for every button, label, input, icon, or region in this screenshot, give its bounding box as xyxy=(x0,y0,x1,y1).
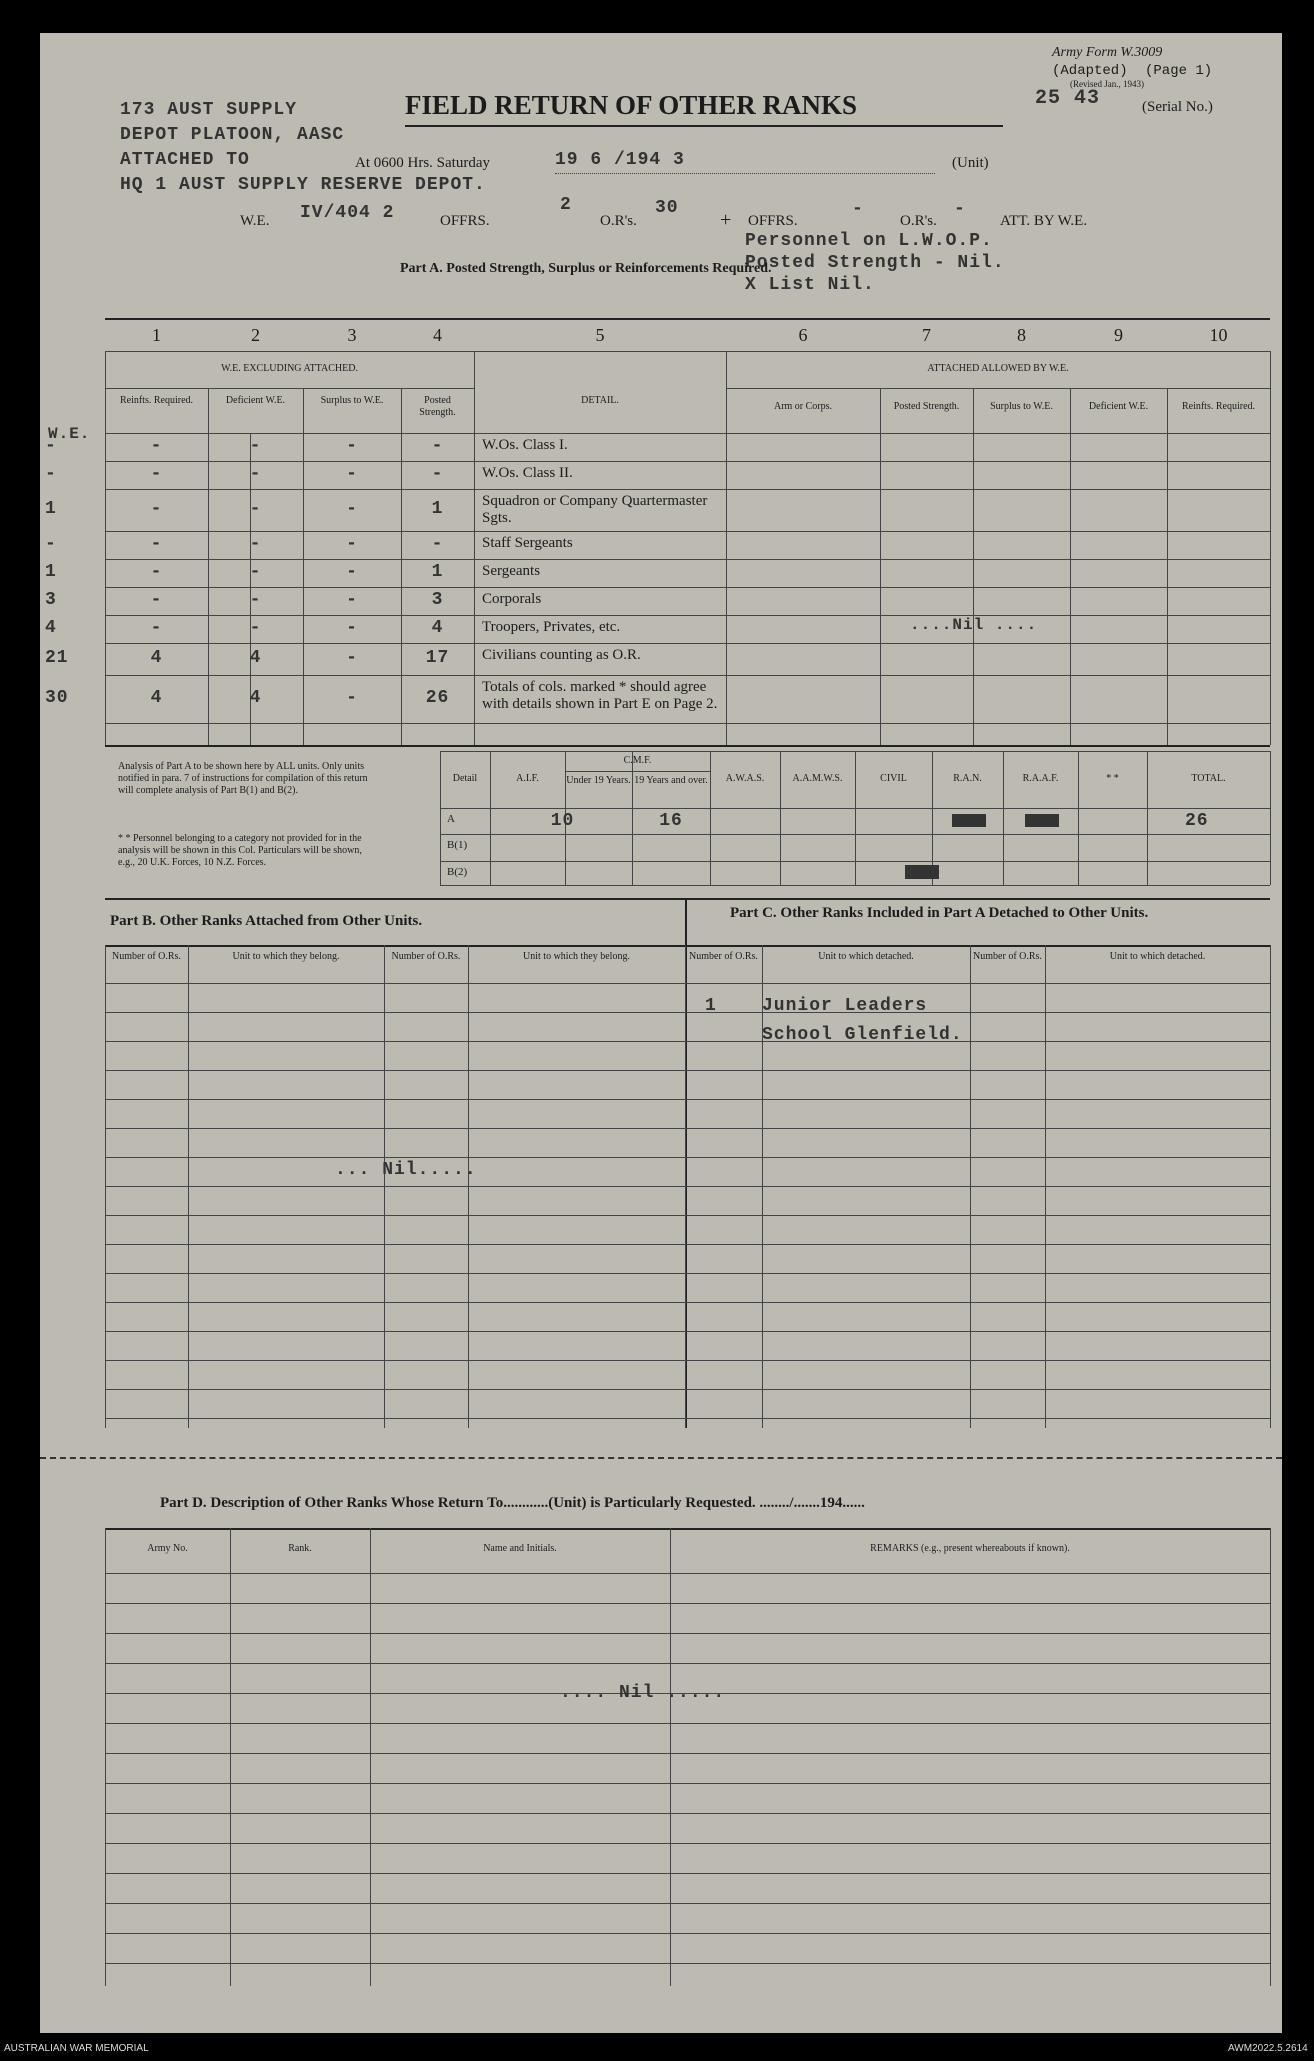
reinfts-value: 4 xyxy=(150,648,163,668)
column-header: Surplus to W.E. xyxy=(320,395,384,406)
column-number: 4 xyxy=(433,325,442,345)
detail-label: Sergeants xyxy=(482,563,541,579)
column-header: Deficient W.E. xyxy=(1088,401,1149,412)
part-d-col-line xyxy=(105,1528,106,1986)
posted-value: - xyxy=(431,534,444,554)
analysis-col-line xyxy=(1003,751,1004,885)
bc-col-line xyxy=(1045,945,1046,1428)
surplus-value: - xyxy=(346,618,358,638)
detail-label: Corporals xyxy=(482,591,542,607)
part-d-row-line xyxy=(105,1963,1270,1964)
analysis-header: R.A.A.F. xyxy=(1022,773,1059,784)
analysis-col-line xyxy=(780,751,781,885)
part-b-header: Unit to which they belong. xyxy=(232,951,340,962)
analysis-col-line xyxy=(1270,751,1271,885)
analysis-header: A.I.F. xyxy=(516,773,539,784)
analysis-row-label: B(1) xyxy=(447,839,468,851)
analysis-header: R.A.N. xyxy=(953,773,982,784)
we-excluding-header: W.E. EXCLUDING ATTACHED. xyxy=(221,363,358,374)
deficient-value: 4 xyxy=(249,648,262,668)
bc-row-line xyxy=(105,1331,1270,1332)
analysis-col-line xyxy=(440,751,441,885)
att-ors-value: - xyxy=(954,199,966,219)
detail-label: Troopers, Privates, etc. xyxy=(482,619,621,635)
bc-row-line xyxy=(105,1389,1270,1390)
column-number: 1 xyxy=(152,325,161,345)
analysis-header: C.M.F. xyxy=(623,755,652,766)
posted-value: - xyxy=(431,464,444,484)
part-a-bottom-line xyxy=(105,745,1270,747)
part-d-header: Rank. xyxy=(288,1543,312,1554)
offrs-value: 2 xyxy=(560,195,572,215)
column-header: Posted Strength. xyxy=(893,401,960,412)
column-header: Surplus to W.E. xyxy=(990,401,1053,412)
analysis-line xyxy=(440,885,1270,886)
part-c-entry-unit-2: School Glenfield. xyxy=(762,1025,963,1045)
serial-value: 25 43 xyxy=(1035,87,1101,110)
bc-col-line xyxy=(188,945,189,1428)
part-c-entry-number: 1 xyxy=(705,996,717,1016)
detail-header: DETAIL. xyxy=(581,395,619,406)
bc-row-line xyxy=(105,1099,1270,1100)
reinfts-value: - xyxy=(150,562,163,582)
date-value: 19 6 /194 3 xyxy=(555,150,685,170)
typed-note-1: Personnel on L.W.O.P. xyxy=(745,231,993,251)
posted-value: 1 xyxy=(431,562,444,582)
part-b-header: Number of O.Rs. xyxy=(112,951,181,962)
army-form-label: Army Form W.3009 xyxy=(1052,45,1163,60)
bc-row-line xyxy=(105,1070,1270,1071)
bc-row-line xyxy=(105,1273,1270,1274)
we-value: 21 xyxy=(45,648,69,668)
reinfts-value: - xyxy=(150,534,163,554)
column-header: Posted Strength. xyxy=(419,395,456,418)
posted-value: 26 xyxy=(425,688,450,708)
part-d-row-line xyxy=(105,1903,1270,1904)
part-c-header: Number of O.Rs. xyxy=(973,951,1042,962)
redaction-mark xyxy=(905,865,939,879)
bc-col-line xyxy=(1270,945,1271,1428)
at-line: At 0600 Hrs. Saturday xyxy=(355,155,490,171)
total-value: 26 xyxy=(1185,811,1209,831)
part-c-header: Number of O.Rs. xyxy=(689,951,758,962)
surplus-value: - xyxy=(346,464,358,484)
part-b-nil: ... Nil..... xyxy=(335,1160,477,1180)
bc-row-line xyxy=(105,1418,1270,1419)
footer-left: AUSTRALIAN WAR MEMORIAL xyxy=(4,2043,149,2054)
posted-value: - xyxy=(431,436,444,456)
column-number: 3 xyxy=(347,325,357,345)
att-by-we: ATT. BY W.E. xyxy=(1000,213,1088,229)
row-line xyxy=(105,531,1270,532)
we-value: - xyxy=(45,464,57,484)
revised-label: (Revised Jan., 1943) xyxy=(1070,79,1144,89)
detail-label: Staff Sergeants xyxy=(482,535,573,551)
surplus-value: - xyxy=(346,590,358,610)
row-line xyxy=(105,615,1270,616)
analysis-header: CIVIL xyxy=(880,773,907,784)
column-header: Reinfts. Required. xyxy=(119,395,194,406)
part-d-col-line xyxy=(230,1528,231,1986)
column-number: 7 xyxy=(922,325,931,345)
bc-row-line xyxy=(105,1012,1270,1013)
redaction-mark xyxy=(1025,814,1059,827)
bc-col-line xyxy=(468,945,469,1428)
posted-value: 3 xyxy=(431,590,444,610)
adapted-label: (Adapted) xyxy=(1052,63,1128,79)
row-line xyxy=(105,723,1270,724)
typed-note-3: X List Nil. xyxy=(745,275,875,295)
column-line xyxy=(973,388,974,745)
part-d-row-line xyxy=(105,1933,1270,1934)
surplus-value: - xyxy=(346,688,358,708)
posted-value: 17 xyxy=(425,648,450,668)
we-value: 3 xyxy=(45,590,57,610)
part-d-row-line xyxy=(105,1783,1270,1784)
column-number: 6 xyxy=(798,325,808,345)
row-line xyxy=(105,587,1270,588)
column-header: Arm or Corps. xyxy=(773,401,833,412)
analysis-row-label: A xyxy=(447,813,455,825)
part-d-header: REMARKS (e.g., present whereabouts if known). xyxy=(870,1543,1070,1554)
column-number: 2 xyxy=(251,325,260,345)
part-c-entry-unit-1: Junior Leaders xyxy=(762,996,928,1016)
analysis-col-line xyxy=(710,751,711,885)
attached-allowed-header: ATTACHED ALLOWED BY W.E. xyxy=(927,363,1069,374)
detail-label: Civilians counting as O.R. xyxy=(482,647,641,663)
part-d-row-line xyxy=(105,1873,1270,1874)
row-line xyxy=(105,559,1270,560)
posted-value: 1 xyxy=(431,499,444,519)
column-number: 5 xyxy=(595,325,605,345)
reinfts-value: 4 xyxy=(150,688,163,708)
column-line xyxy=(474,351,475,745)
detail-label: Totals of cols. marked * should agree with details shown in Part E on Page 2. xyxy=(482,679,718,712)
deficient-value: - xyxy=(249,499,262,519)
row-line xyxy=(105,433,1270,434)
reinfts-value: - xyxy=(150,618,163,638)
bc-row-line xyxy=(105,1041,1270,1042)
part-d-nil: .... Nil ..... xyxy=(560,1683,726,1703)
part-d-title: Part D. Description of Other Ranks Whose Return To............(Unit) is Particularly Requested. ......../.......194...... xyxy=(160,1495,865,1511)
row-line xyxy=(105,489,1270,490)
tear-line xyxy=(40,1457,1282,1459)
part-d-row-line xyxy=(105,1723,1270,1724)
analysis-header: A.A.M.W.S. xyxy=(792,773,843,784)
part-a-top-line xyxy=(105,318,1270,320)
cmf-line xyxy=(565,771,710,772)
analysis-header: A.W.A.S. xyxy=(725,773,765,784)
deficient-value: - xyxy=(249,590,262,610)
bc-col-line xyxy=(762,945,763,1428)
detail-label: W.Os. Class I. xyxy=(482,437,568,453)
detail-label: W.Os. Class II. xyxy=(482,465,573,481)
deficient-value: - xyxy=(249,562,262,582)
bc-row-line xyxy=(105,1244,1270,1245)
bc-col-line xyxy=(384,945,385,1428)
part-a-colnum-line xyxy=(105,351,1270,352)
unit-label: (Unit) xyxy=(952,155,989,171)
part-c-header: Unit to which detached. xyxy=(1109,951,1206,962)
analysis-row-label: B(2) xyxy=(447,866,468,878)
part-d-top-line xyxy=(105,1528,1270,1530)
offrs-label: OFFRS. xyxy=(440,213,490,229)
bc-row-line xyxy=(105,1302,1270,1303)
deficient-value: - xyxy=(249,464,262,484)
analysis-note-2: * * Personnel belonging to a category not provided for in the analysis will be shown in this Col. Particulars will be shown, e.g., 20 U.K. Forces, 10 N.Z. Forces. xyxy=(118,833,362,868)
we-value: 1 xyxy=(45,562,57,582)
column-line xyxy=(880,388,881,745)
aif-value: 10 xyxy=(550,811,575,831)
form-title: FIELD RETURN OF OTHER RANKS xyxy=(405,90,858,120)
unit-line-3: ATTACHED TO xyxy=(120,150,250,170)
we-value: 30 xyxy=(45,688,69,708)
column-number: 9 xyxy=(1114,325,1123,345)
surplus-value: - xyxy=(346,499,358,519)
reinfts-value: - xyxy=(150,436,163,456)
analysis-header: * * xyxy=(1106,773,1119,784)
column-line xyxy=(1270,351,1271,745)
posted-value: 4 xyxy=(431,618,444,638)
row-line xyxy=(105,675,1270,676)
title-underline xyxy=(405,125,1003,127)
unit-line-1: 173 AUST SUPPLY xyxy=(120,100,298,120)
reinfts-value: - xyxy=(150,499,163,519)
column-line xyxy=(726,351,727,745)
reinfts-value: - xyxy=(150,590,163,610)
part-a-subheader-line xyxy=(105,388,474,389)
part-a-subheader-line-r xyxy=(726,388,1270,389)
we-value: 1 xyxy=(45,499,57,519)
analysis-col-line xyxy=(1147,751,1148,885)
att-offrs-label: OFFRS. xyxy=(748,213,798,229)
part-bc-title-line xyxy=(105,945,1270,947)
part-b-header: Unit to which they belong. xyxy=(523,951,630,962)
column-header: Reinfts. Required. xyxy=(1181,401,1256,412)
we-marker: W.E. xyxy=(48,425,91,443)
we-value: - xyxy=(45,436,57,456)
part-d-row-line xyxy=(105,1663,1270,1664)
analysis-col-line xyxy=(1078,751,1079,885)
column-number: 10 xyxy=(1209,325,1228,345)
part-b-title: Part B. Other Ranks Attached from Other Units. xyxy=(110,913,423,929)
deficient-value: 4 xyxy=(249,688,262,708)
part-d-col-line xyxy=(1270,1528,1271,1986)
part-d-col-line xyxy=(370,1528,371,1986)
part-d-header: Name and Initials. xyxy=(483,1543,557,1554)
column-header: Deficient W.E. xyxy=(225,395,286,406)
bc-row-line xyxy=(105,1186,1270,1187)
bc-col-line xyxy=(685,945,686,1428)
att-ors-label: O.R's. xyxy=(900,213,937,229)
plus-sign: + xyxy=(720,209,732,231)
deficient-value: - xyxy=(249,618,262,638)
column-line xyxy=(1070,388,1071,745)
unit-line-2: DEPOT PLATOON, AASC xyxy=(120,125,345,145)
analysis-note: Analysis of Part A to be shown here by ALL units. Only units notified in para. 7 of instructions for compilation of this return will complete analysis of Part B(1) and B(2). xyxy=(118,761,368,796)
ors-value: 30 xyxy=(655,198,679,218)
ors-label: O.R's. xyxy=(600,213,637,229)
row-line xyxy=(105,643,1270,644)
surplus-value: - xyxy=(346,648,358,668)
we-label: W.E. xyxy=(240,213,270,229)
surplus-value: - xyxy=(346,562,358,582)
reinfts-value: - xyxy=(150,464,163,484)
unit-line-4: HQ 1 AUST SUPPLY RESERVE DEPOT. xyxy=(120,175,486,195)
deficient-value: - xyxy=(249,534,262,554)
bc-row-line xyxy=(105,1157,1270,1158)
bc-col-line xyxy=(105,945,106,1428)
redaction-mark xyxy=(952,814,986,827)
19-over-value: 16 xyxy=(659,811,683,831)
bc-row-line xyxy=(105,1128,1270,1129)
part-d-row-line xyxy=(105,1633,1270,1634)
attached-nil: ....Nil .... xyxy=(910,616,1038,634)
part-d-row-line xyxy=(105,1603,1270,1604)
part-bc-top-line xyxy=(105,898,1270,900)
part-c-header: Unit to which detached. xyxy=(818,951,914,962)
serial-label: (Serial No.) xyxy=(1142,99,1213,115)
surplus-value: - xyxy=(346,534,358,554)
bc-row-line xyxy=(105,1360,1270,1361)
row-line xyxy=(105,461,1270,462)
we-value: 4 xyxy=(45,618,57,638)
column-number: 8 xyxy=(1017,325,1026,345)
bc-col-line xyxy=(970,945,971,1428)
typed-note-2: Posted Strength - Nil. xyxy=(745,253,1005,273)
part-b-header: Number of O.Rs. xyxy=(391,951,461,962)
deficient-value: - xyxy=(249,436,262,456)
analysis-header: TOTAL. xyxy=(1191,773,1226,784)
bc-row-line xyxy=(105,1215,1270,1216)
part-a-title: Part A. Posted Strength, Surplus or Reinforcements Required. xyxy=(400,261,772,276)
analysis-header: Detail xyxy=(452,773,478,784)
analysis-header: 19 Years and over. xyxy=(634,775,708,786)
analysis-col-line xyxy=(855,751,856,885)
we-value: IV/404 2 xyxy=(300,203,395,223)
form-page xyxy=(40,33,1282,2033)
part-d-row-line xyxy=(105,1573,1270,1574)
part-d-row-line xyxy=(105,1813,1270,1814)
we-value: - xyxy=(45,534,57,554)
part-d-col-line xyxy=(670,1528,671,1986)
analysis-header: Under 19 Years. xyxy=(566,775,631,786)
footer-right: AWM2022.5.2614 xyxy=(1228,2043,1308,2054)
bc-row-line xyxy=(105,983,1270,984)
page-label: (Page 1) xyxy=(1145,63,1213,79)
surplus-value: - xyxy=(346,436,358,456)
part-d-row-line xyxy=(105,1843,1270,1844)
detail-label: Squadron or Company Quartermaster Sgts. xyxy=(482,493,708,526)
column-line xyxy=(1167,388,1168,745)
att-offrs-value: - xyxy=(852,199,864,219)
part-d-header: Army No. xyxy=(147,1543,188,1554)
part-d-row-line xyxy=(105,1753,1270,1754)
part-c-title: Part C. Other Ranks Included in Part A Detached to Other Units. xyxy=(730,905,1149,921)
